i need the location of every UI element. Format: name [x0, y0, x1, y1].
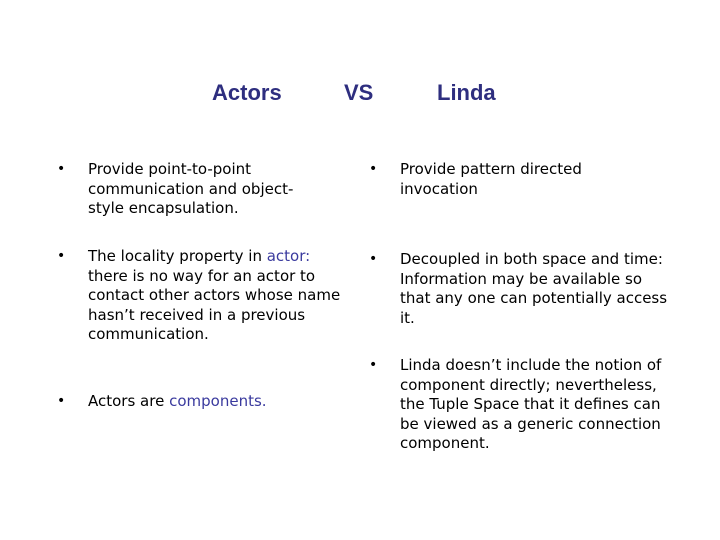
linda-list — [369, 160, 689, 480]
actors-point-3-highlight: components. — [169, 392, 267, 410]
heading-actors: Actors — [212, 80, 282, 105]
heading-linda: Linda — [437, 80, 496, 105]
bullet-icon: • — [369, 357, 378, 373]
bullet-icon: • — [57, 248, 66, 264]
bullet-icon: • — [57, 393, 66, 409]
actors-point-3-part1: Actors are — [88, 392, 170, 410]
actors-list — [57, 160, 357, 430]
linda-point-2-text: Decoupled in both space and time: Information may be available so that any one can potentially access it. — [400, 250, 668, 327]
bullet-icon: • — [369, 251, 378, 267]
actors-point-2-text — [88, 247, 353, 345]
linda-point-1-text: Provide pattern directed invocation — [400, 160, 582, 198]
actors-point-2-part3: there is no way for an actor to contact other actors whose name hasn’t received in a previous communication. — [88, 266, 341, 343]
actors-point-3-text — [88, 392, 353, 412]
actors-point-1-text: Provide point-to-point communication and object-style encapsulation. — [88, 160, 294, 217]
actors-point-2-part1: The locality property in — [88, 247, 267, 265]
actors-point-2-highlight: actor: — [266, 247, 311, 265]
heading-vs: VS — [344, 80, 374, 105]
bullet-icon: • — [57, 161, 66, 177]
bullet-icon: • — [369, 161, 378, 177]
linda-point-3-text: Linda doesn’t include the notion of component directly; nevertheless, the Tuple Space that it defines can be viewed as a generic connection component. — [400, 356, 662, 452]
